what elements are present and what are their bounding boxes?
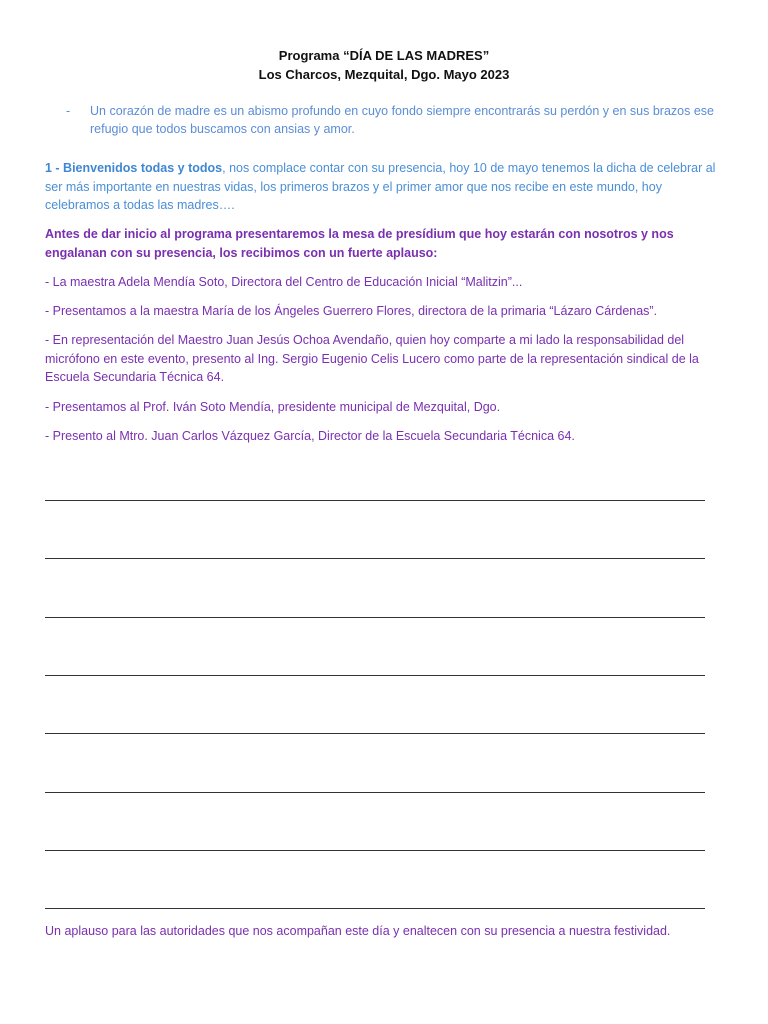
quote-bullet [66, 102, 721, 138]
welcome-lead: 1 - Bienvenidos todas y todos [45, 161, 223, 175]
presentation-item: - La maestra Adela Mendía Soto, Directora del Centro de Educación Inicial “Malitzin”... [45, 275, 523, 289]
writing-line [45, 500, 705, 501]
writing-line [45, 792, 705, 793]
writing-line [45, 733, 705, 734]
writing-line [45, 850, 705, 851]
document-title [0, 46, 768, 84]
presentation-item: - Presentamos al Prof. Iván Soto Mendía, presidente municipal de Mezquital, Dgo. [45, 400, 501, 414]
title-line-2: Los Charcos, Mezquital, Dgo. Mayo 2023 [258, 67, 510, 82]
writing-line [45, 908, 705, 909]
presentation-item: - En representación del Maestro Juan Jesús Ochoa Avendaño, quien hoy comparte a mi lado la responsabilidad del micrófono en este evento, presento al Ing. Sergio Eugenio Celis Lucero como parte de la representación sindical de la Escuela Secundaria Técnica 64. [45, 333, 699, 384]
writing-line [45, 617, 705, 618]
title-line-1: Programa “DÍA DE LAS MADRES” [278, 48, 490, 63]
bullet-marker: - [66, 104, 71, 118]
closing-paragraph: Un aplauso para las autoridades que nos acompañan este día y enaltecen con su presencia a nuestra festividad. [45, 924, 671, 938]
writing-line [45, 558, 705, 559]
presentation-item: - Presento al Mtro. Juan Carlos Vázquez García, Director de la Escuela Secundaria Técnica 64. [45, 429, 575, 443]
writing-line [45, 675, 705, 676]
welcome-text: , nos complace contar con su presencia, hoy 10 de mayo tenemos la dicha de celebrar al ser más importante en nuestras vidas, los primeros brazos y el primer amor que nos recibe en este mundo, hoy celebramos a todas las madres…. [45, 161, 716, 212]
presentation-item: - Presentamos a la maestra María de los Ángeles Guerrero Flores, directora de la primaria “Lázaro Cárdenas”. [45, 304, 658, 318]
presidium-intro: Antes de dar inicio al programa presentaremos la mesa de presídium que hoy estarán con nosotros y nos engalanan con su presencia, los recibimos con un fuerte aplauso: [45, 227, 674, 260]
quote-text: Un corazón de madre es un abismo profundo en cuyo fondo siempre encontrarás su perdón y en sus brazos ese refugio que todos buscamos con ansias y amor. [90, 104, 714, 136]
welcome-paragraph [45, 159, 720, 215]
